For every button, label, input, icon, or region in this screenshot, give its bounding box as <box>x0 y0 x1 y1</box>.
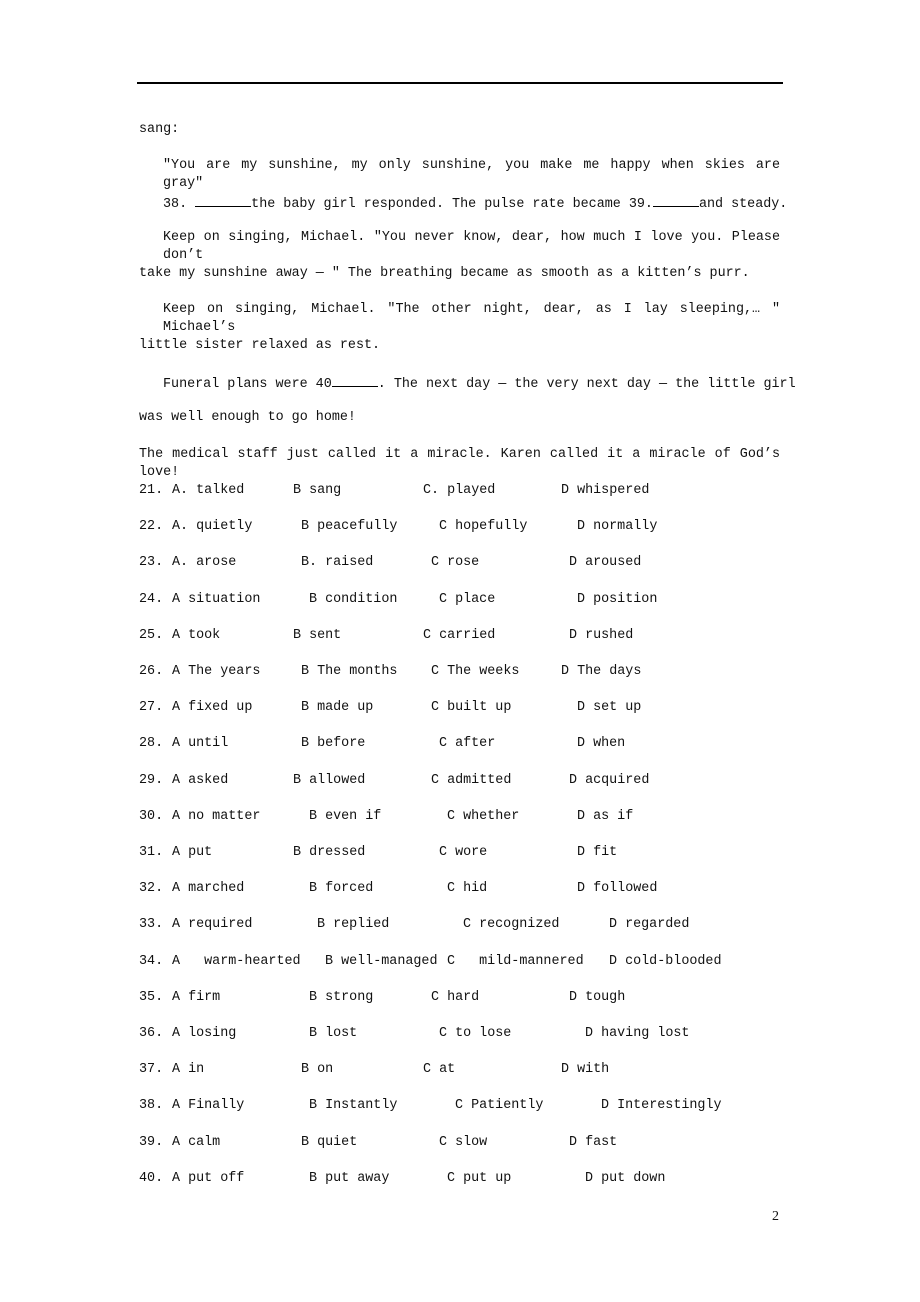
option-b: B sang <box>293 483 342 498</box>
passage-text: the baby girl responded. The pulse rate became 39. <box>251 197 653 212</box>
question-number: 30. <box>139 808 164 824</box>
option-d: D position <box>577 591 658 607</box>
option-b: B allowed <box>293 772 366 788</box>
option-b: B condition <box>309 591 398 607</box>
question-number: 27. <box>139 700 164 716</box>
option-d: D regarded <box>609 917 690 933</box>
option-a: A put <box>172 845 213 860</box>
option-a: A asked <box>172 772 229 788</box>
option-d: D whispered <box>561 483 650 498</box>
option-b: B peacefully <box>301 519 398 535</box>
option-a: A calm <box>172 1134 221 1150</box>
option-c: C Patiently <box>455 1098 544 1114</box>
passage-line: Keep on singing, Michael. "You never know, dear, how much I love you. Please don’t <box>163 230 780 263</box>
option-d: D rushed <box>569 627 634 643</box>
option-d: D having lost <box>585 1026 690 1041</box>
option-d: D as if <box>577 808 634 824</box>
option-b: B lost <box>309 1026 358 1041</box>
passage-line: was well enough to go home! <box>139 410 356 425</box>
option-b: B before <box>301 736 366 752</box>
option-a: A put off <box>172 1170 245 1186</box>
question-number: 34. <box>139 953 164 969</box>
option-c: C hard <box>431 989 480 1005</box>
option-d: D tough <box>569 989 626 1005</box>
passage-line: The medical staff just called it a miracle. Karen called it a miracle of God’s love! <box>139 447 780 480</box>
option-b: B replied <box>317 917 390 933</box>
question-number: 39. <box>139 1134 164 1150</box>
question-number: 22. <box>139 519 164 535</box>
option-d: D put down <box>585 1170 666 1186</box>
question-number: 36. <box>139 1026 164 1041</box>
option-d: D when <box>577 736 626 752</box>
blank-40 <box>332 373 378 387</box>
question-number: 31. <box>139 845 164 860</box>
option-a: A until <box>172 736 229 752</box>
passage-line: take my sunshine away — " The breathing became as smooth as a kitten’s purr. <box>139 266 750 281</box>
option-a: A in <box>172 1062 205 1078</box>
option-d: D acquired <box>569 772 650 788</box>
option-a: A. quietly <box>172 519 253 535</box>
option-b: B Instantly <box>309 1098 398 1114</box>
passage-line <box>163 193 788 214</box>
question-number: 40. <box>139 1170 164 1186</box>
header-rule <box>137 82 783 84</box>
question-number: 33. <box>139 917 164 933</box>
option-d: D cold-blooded <box>609 953 722 969</box>
option-c: C hid <box>447 881 488 897</box>
passage-line: little sister relaxed as rest. <box>139 338 381 353</box>
option-c: C wore <box>439 845 488 860</box>
option-a: A firm <box>172 989 221 1005</box>
option-b: B made up <box>301 700 374 716</box>
option-c: C admitted <box>431 772 512 788</box>
option-c: C to lose <box>439 1026 512 1041</box>
option-a: A marched <box>172 881 245 897</box>
question-number: 21. <box>139 483 164 498</box>
option-c: C hopefully <box>439 519 528 535</box>
option-d: D normally <box>577 519 658 535</box>
option-c: C The weeks <box>431 664 520 679</box>
option-d: D with <box>561 1062 610 1078</box>
option-d: D Interestingly <box>601 1098 722 1114</box>
option-b: B. raised <box>301 555 374 571</box>
option-b: B quiet <box>301 1134 358 1150</box>
option-a: A fixed up <box>172 700 253 716</box>
question-number: 35. <box>139 989 164 1005</box>
option-a: A took <box>172 627 221 643</box>
question-number: 23. <box>139 555 164 571</box>
question-number: 26. <box>139 664 164 679</box>
question-number: 37. <box>139 1062 164 1078</box>
option-c: C recognized <box>463 917 560 933</box>
option-a: A losing <box>172 1026 237 1041</box>
option-d: D set up <box>577 700 642 716</box>
option-b: B strong <box>309 989 374 1005</box>
option-d: D aroused <box>569 555 642 571</box>
blank-39 <box>653 193 699 207</box>
option-b: B The months <box>301 664 398 679</box>
option-a: A situation <box>172 591 261 607</box>
option-b: B dressed <box>293 845 366 860</box>
option-b: B put away <box>309 1170 390 1186</box>
question-number: 28. <box>139 736 164 752</box>
option-d: D followed <box>577 881 658 897</box>
option-c: C built up <box>431 700 512 716</box>
passage-line <box>163 373 796 394</box>
option-a: A The years <box>172 664 261 679</box>
option-a: A no matter <box>172 808 261 824</box>
option-c: C mild-mannered <box>447 953 584 969</box>
passage-text: . The next day — the very next day — the little girl <box>377 377 796 392</box>
option-c: C slow <box>439 1134 488 1150</box>
option-c: C whether <box>447 808 520 824</box>
blank-number: 38. <box>163 197 188 212</box>
question-number: 38. <box>139 1098 164 1114</box>
passage-line: "You are my sunshine, my only sunshine, you make me happy when skies are gray" <box>163 158 780 191</box>
option-c: C place <box>439 591 496 607</box>
option-b: B even if <box>309 808 382 824</box>
passage-text: Funeral plans were 40 <box>163 377 332 392</box>
question-number: 25. <box>139 627 164 643</box>
passage-line: Keep on singing, Michael. "The other night, dear, as I lay sleeping,… " Michael’s <box>163 302 780 335</box>
question-number: 32. <box>139 881 164 897</box>
question-number: 24. <box>139 591 164 607</box>
option-c: C after <box>439 736 496 752</box>
question-number: 29. <box>139 772 164 788</box>
option-d: D fast <box>569 1134 618 1150</box>
option-b: B on <box>301 1062 334 1078</box>
option-c: C. played <box>423 483 496 498</box>
option-c: C carried <box>423 627 496 643</box>
option-c: C put up <box>447 1170 512 1186</box>
option-b: B sent <box>293 627 342 643</box>
blank-38 <box>195 193 251 207</box>
option-a: A required <box>172 917 253 933</box>
option-a: A Finally <box>172 1098 245 1114</box>
option-c: C rose <box>431 555 480 571</box>
option-d: D The days <box>561 664 642 679</box>
passage-text: and steady. <box>698 197 788 212</box>
passage-line: sang: <box>139 122 180 137</box>
option-b: B forced <box>309 881 374 897</box>
page-number: 2 <box>772 1209 779 1224</box>
option-a: A warm-hearted <box>172 953 301 969</box>
option-b: B well-managed <box>325 953 438 969</box>
option-a: A. talked <box>172 483 245 498</box>
option-d: D fit <box>577 845 618 860</box>
option-a: A. arose <box>172 555 237 571</box>
option-c: C at <box>423 1062 456 1078</box>
